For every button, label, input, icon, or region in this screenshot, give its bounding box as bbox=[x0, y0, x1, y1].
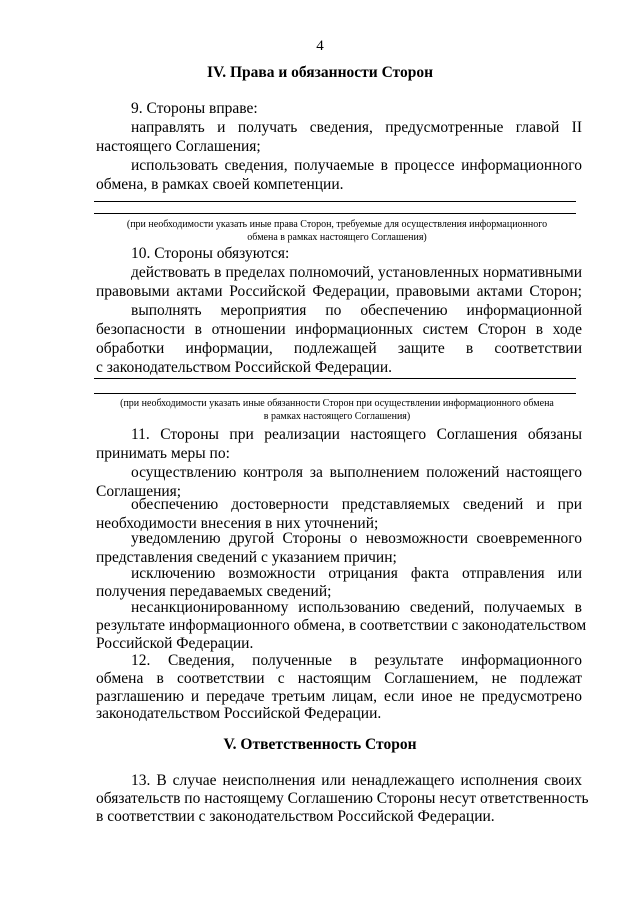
paragraph-9-item-1: направлять и получать сведения, предусмотренные главой II bbox=[131, 119, 582, 136]
paragraph-9-item-2: использовать сведения, получаемые в процессе информационного bbox=[131, 157, 582, 174]
paragraph-10-item-2-cont: с законодательством Российской Федерации. bbox=[96, 359, 393, 376]
paragraph-11-item-2: обеспечению достоверности представляемых сведений и при bbox=[131, 496, 582, 513]
paragraph-11-lead: 11. Стороны при реализации настоящего Соглашения обязаны bbox=[131, 426, 582, 443]
paragraph-9-item-2-cont: обмена, в рамках своей компетенции. bbox=[96, 176, 344, 193]
paragraph-11-item-2-cont: необходимости внесения в них уточнений; bbox=[96, 515, 379, 532]
page-number: 4 bbox=[316, 38, 324, 54]
paragraph-13: 13. В случае неисполнения или ненадлежащего исполнения своих bbox=[131, 772, 582, 789]
paragraph-12-cont: разглашению и передаче третьим лицам, если иное не предусмотрено bbox=[96, 688, 582, 705]
paragraph-10-item-2: выполнять мероприятия по обеспечению информационной bbox=[131, 302, 582, 319]
paragraph-11-item-5: несанкционированному использованию сведений, получаемых в bbox=[131, 599, 582, 616]
paragraph-9-item-1-cont: настоящего Соглашения; bbox=[96, 138, 261, 155]
paragraph-11-item-3-cont: представления сведений с указанием причин; bbox=[96, 549, 397, 566]
blank-fill-line bbox=[94, 213, 576, 214]
paragraph-11-item-5-cont: результате информационного обмена, в соответствии с законодательством bbox=[96, 617, 587, 634]
paragraph-11-item-1: осуществлению контроля за выполнением положений настоящего bbox=[131, 464, 582, 481]
blank-fill-line bbox=[94, 201, 576, 202]
paragraph-11-item-1-cont: Соглашения; bbox=[96, 483, 182, 500]
blank-fill-line bbox=[94, 378, 576, 379]
paragraph-9-lead: 9. Стороны вправе: bbox=[131, 100, 258, 117]
paragraph-10-item-2-cont: обработки информации, подлежащей защите в соответствии bbox=[96, 340, 582, 357]
paragraph-13-cont: обязательств по настоящему Соглашению Стороны несут ответственность bbox=[96, 790, 589, 807]
paragraph-11-item-3: уведомлению другой Стороны о невозможности своевременного bbox=[131, 530, 582, 547]
paragraph-10-lead: 10. Стороны обязуются: bbox=[131, 245, 290, 262]
paragraph-10-item-1: действовать в пределах полномочий, установленных нормативными bbox=[131, 264, 582, 281]
section-iv-title: IV. Права и обязанности Сторон bbox=[206, 64, 434, 81]
paragraph-11-item-5-cont: Российской Федерации. bbox=[96, 635, 254, 652]
footnote-rights-2: обмена в рамках настоящего Соглашения) bbox=[247, 232, 427, 243]
paragraph-13-cont: в соответствии с законодательством Российской Федерации. bbox=[96, 808, 495, 825]
paragraph-12-cont: законодательством Российской Федерации. bbox=[96, 705, 382, 722]
paragraph-10-item-1-cont: правовыми актами Российской Федерации, правовыми актами Сторон; bbox=[96, 283, 582, 300]
footnote-duties-2: в рамках настоящего Соглашения) bbox=[263, 411, 411, 422]
paragraph-10-item-2-cont: безопасности в отношении информационных систем Сторон в ходе bbox=[96, 321, 582, 338]
paragraph-11-item-4-cont: получения передаваемых сведений; bbox=[96, 583, 332, 600]
paragraph-11-lead-cont: принимать меры по: bbox=[96, 445, 230, 462]
footnote-rights-1: (при необходимости указать иные права Сторон, требуемые для осуществления информационного bbox=[126, 219, 548, 230]
paragraph-11-item-4: исключению возможности отрицания факта отправления или bbox=[131, 565, 582, 582]
paragraph-12-cont: обмена в соответствии с настоящим Соглашением, не подлежат bbox=[96, 670, 582, 687]
footnote-duties-1: (при необходимости указать иные обязанности Сторон при осуществлении информационного обмена bbox=[120, 398, 554, 409]
paragraph-12: 12. Сведения, полученные в результате информационного bbox=[131, 652, 582, 669]
blank-fill-line bbox=[94, 393, 576, 394]
section-v-title: V. Ответственность Сторон bbox=[223, 736, 417, 753]
